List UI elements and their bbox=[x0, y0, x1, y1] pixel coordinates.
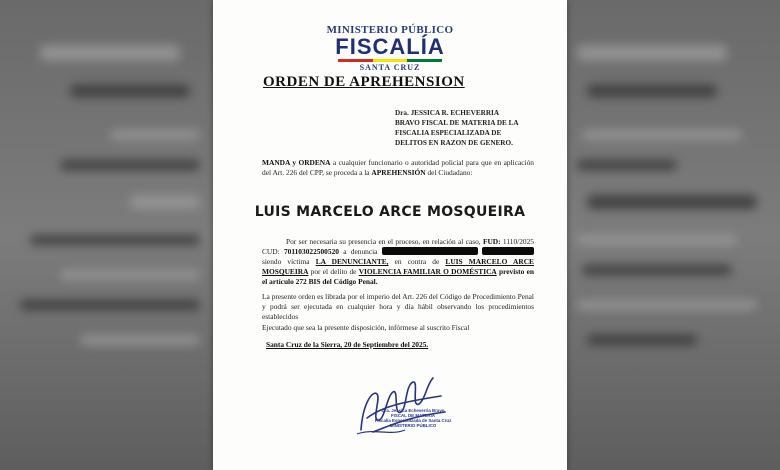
complaint-text: a denuncia bbox=[338, 247, 382, 256]
blurred-background-left bbox=[0, 0, 213, 470]
stamp-line: MINISTERIO PÚBLICO bbox=[389, 423, 437, 428]
addressee-line: Dra. JESSICA R. ECHEVERRIA bbox=[395, 109, 500, 117]
signature bbox=[353, 372, 453, 442]
cud-number: 701103022500520 bbox=[283, 247, 339, 256]
redaction-bar bbox=[482, 247, 534, 255]
addressee-line: BRAVO FISCAL DE MATERIA DE LA bbox=[395, 119, 519, 127]
flag-stripe-yellow bbox=[373, 59, 408, 62]
accused-name-inline: LUIS MARCELO ARCE MOSQUEIRA bbox=[262, 257, 534, 276]
order-text: a cualquier funcionario o autoridad policial para que en aplicación del Art. 226 del CPP, se proceda a la bbox=[262, 158, 534, 177]
case-text: Por ser necesaria su presencia en el proceso, en relación al caso, bbox=[286, 237, 483, 246]
logo-ministerio-text: MINISTERIO PÚBLICO bbox=[326, 24, 454, 36]
stamp-line: Fiscalía Especializada de Santa Cruz bbox=[374, 418, 452, 423]
victim-name: LA DENUNCIANTE, bbox=[315, 257, 389, 266]
crime-name: VIOLENCIA FAMILIAR O DOMÉSTICA bbox=[358, 267, 497, 276]
case-paragraph bbox=[262, 237, 534, 287]
blurred-background-right bbox=[567, 0, 780, 470]
aprehension-text: APREHENSIÓN bbox=[371, 168, 426, 177]
order-text-end: del Ciudadano: bbox=[425, 168, 473, 177]
addressee-line: FISCALIA ESPECIALIZADA DE bbox=[395, 129, 502, 137]
logo-santa-cruz-text: SANTA CRUZ bbox=[359, 63, 421, 72]
signature-icon bbox=[353, 372, 453, 442]
document-page bbox=[213, 0, 567, 470]
execution-paragraph: Ejecutado que sea la presente disposición, infórmese al suscrito Fiscal bbox=[262, 323, 470, 332]
addressee-line: DELITOS EN RAZON DE GENERO. bbox=[395, 139, 513, 147]
stamp-line: Dra. Jessica Echeverria Bravo bbox=[381, 408, 445, 413]
document-title: ORDEN DE APREHENSION bbox=[263, 74, 465, 90]
official-stamp bbox=[373, 408, 453, 428]
against-text: en contra de bbox=[388, 257, 446, 266]
article-reference: previsto en el artículo 272 BIS del Código Penal. bbox=[262, 267, 534, 286]
accused-name: LUIS MARCELO ARCE MOSQUEIRA bbox=[254, 204, 526, 220]
flag-stripes bbox=[338, 59, 442, 62]
document-date: Santa Cruz de la Sierra, 20 de Septiembre del 2025. bbox=[266, 340, 429, 349]
victim-text: siendo víctima bbox=[262, 257, 316, 266]
addressee-block bbox=[395, 108, 535, 148]
fud-label: FUD: bbox=[482, 237, 501, 246]
fiscalia-logo bbox=[213, 24, 567, 72]
redaction-bar bbox=[382, 247, 478, 255]
crime-text: por el delito de bbox=[308, 267, 359, 276]
stamp-line: FISCAL DE MATERIA bbox=[391, 413, 435, 418]
logo-fiscalia-text: FISCALÍA bbox=[335, 34, 445, 59]
order-paragraph bbox=[262, 158, 534, 178]
flag-stripe-green bbox=[407, 59, 442, 62]
flag-stripe-red bbox=[338, 59, 373, 62]
legal-basis-paragraph: La presente orden es librada por el imperio del Art. 226 del Código de Procedimiento Penal y podrá ser ejecutada en cualquier hora y día hábil observando los procedimientos establecidos bbox=[262, 292, 534, 321]
manda-ordena-text: MANDA y ORDENA bbox=[262, 158, 331, 167]
case-number-text: 1110/2025 CUD: bbox=[262, 237, 534, 256]
